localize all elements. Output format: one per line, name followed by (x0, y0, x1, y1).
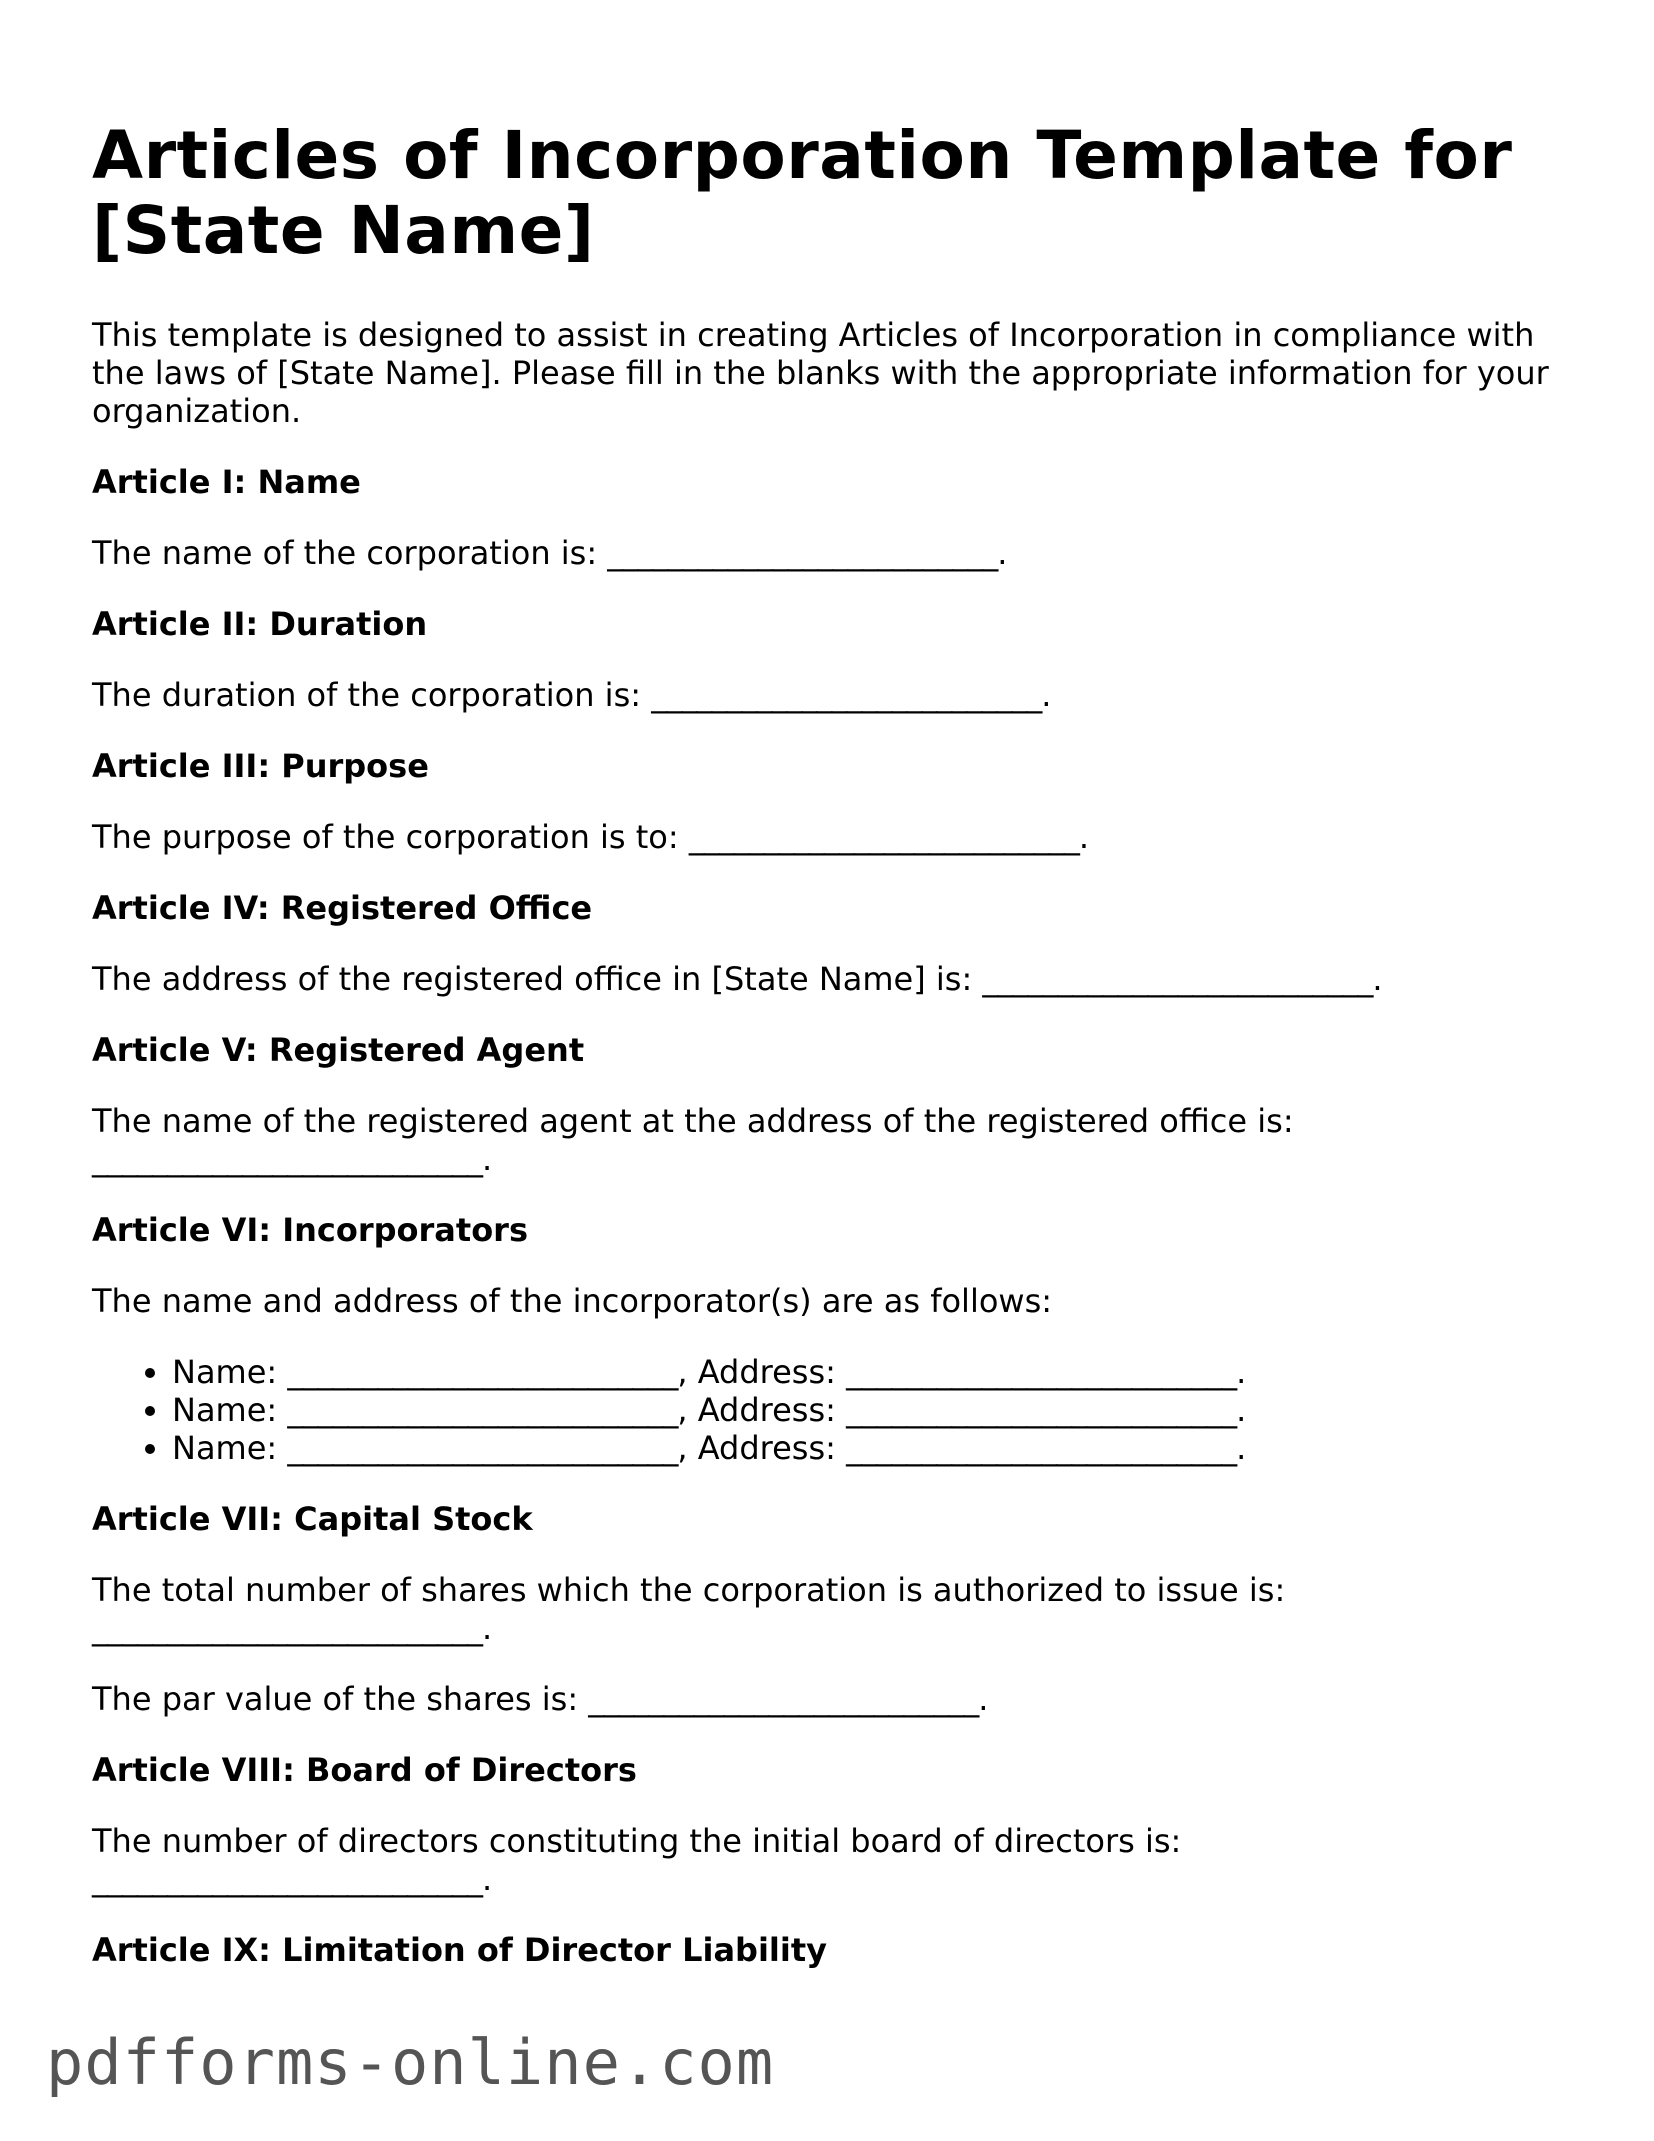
article-7-heading: Article VII: Capital Stock (92, 1500, 533, 1538)
incorporator-address-blank[interactable]: __________________________ (846, 1353, 1237, 1391)
list-item: • Name: __________________________, Address: __________________________. (172, 1391, 1582, 1429)
incorporator-name-blank[interactable]: __________________________ (287, 1429, 678, 1467)
shares-blank[interactable]: __________________________ (92, 1609, 482, 1647)
article-2-heading: Article II: Duration (92, 605, 428, 643)
purpose-blank[interactable]: __________________________ (688, 818, 1079, 856)
article-1-text: The name of the corporation is: __________________________. (92, 534, 1008, 572)
directors-blank[interactable]: __________________________ (92, 1860, 482, 1898)
article-4-heading: Article IV: Registered Office (92, 889, 593, 927)
article-3-heading: Article III: Purpose (92, 747, 429, 785)
article-6-text: The name and address of the incorporator(s) are as follows: (92, 1282, 1053, 1320)
document-title: Articles of Incorporation Template for [State Name] (92, 117, 1513, 269)
incorporators-list (92, 1353, 1582, 1467)
duration-blank[interactable]: __________________________ (651, 676, 1042, 714)
list-item: • Name: __________________________, Address: __________________________. (172, 1353, 1582, 1391)
article-8-heading: Article VIII: Board of Directors (92, 1751, 637, 1789)
article-1-heading: Article I: Name (92, 463, 361, 501)
document-page (92, 118, 1582, 2002)
article-4-text: The address of the registered office in [State Name] is: __________________________. (92, 960, 1383, 998)
par-value-blank[interactable]: __________________________ (588, 1680, 979, 1718)
name-blank[interactable]: __________________________ (607, 534, 998, 572)
article-9-heading: Article IX: Limitation of Director Liability (92, 1931, 827, 1969)
list-item: • Name: __________________________, Address: __________________________. (172, 1429, 1582, 1467)
article-5-heading: Article V: Registered Agent (92, 1031, 585, 1069)
incorporator-name-blank[interactable]: __________________________ (287, 1353, 678, 1391)
intro-paragraph: This template is designed to assist in creating Articles of Incorporation in compliance with the laws of [State Name]. Please fill in the blanks with the appropriate information for your organization. (92, 316, 1549, 430)
article-8-text: The number of directors constituting the initial board of directors is: __________________________. (92, 1822, 1182, 1898)
article-5-text: The name of the registered agent at the address of the registered office is: __________________________. (92, 1102, 1294, 1178)
article-3-text: The purpose of the corporation is to: __________________________. (92, 818, 1089, 856)
article-2-text: The duration of the corporation is: __________________________. (92, 676, 1052, 714)
article-7-text: The total number of shares which the corporation is authorized to issue is: __________________________. (92, 1571, 1286, 1647)
article-6-heading: Article VI: Incorporators (92, 1211, 528, 1249)
article-7-par-value: The par value of the shares is: __________________________. (92, 1680, 989, 1718)
registered-agent-blank[interactable]: __________________________ (92, 1140, 482, 1178)
incorporator-address-blank[interactable]: __________________________ (846, 1391, 1237, 1429)
incorporator-address-blank[interactable]: __________________________ (846, 1429, 1237, 1467)
incorporator-name-blank[interactable]: __________________________ (287, 1391, 678, 1429)
registered-office-blank[interactable]: __________________________ (982, 960, 1373, 998)
watermark: pdfforms-online.com (46, 2026, 775, 2099)
